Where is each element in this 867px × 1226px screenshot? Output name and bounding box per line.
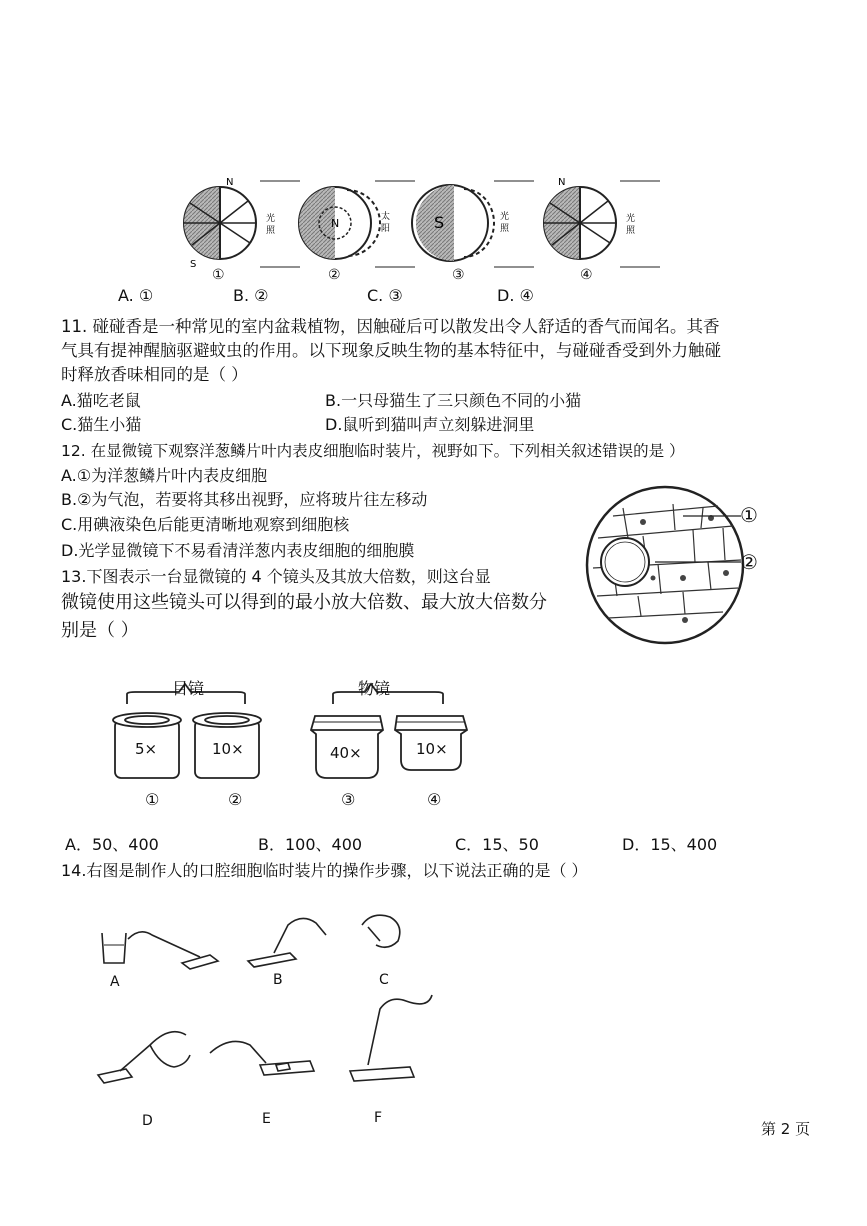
q12-label-2: ② bbox=[740, 550, 758, 574]
svg-text:照: 照 bbox=[266, 226, 276, 236]
step-label-c: C bbox=[379, 972, 389, 988]
onion-cells-view bbox=[583, 478, 758, 653]
lens-3-mag: 40× bbox=[330, 744, 362, 762]
q14-stem: 14.右图是制作人的口腔细胞临时装片的操作步骤，以下说法正确的是（ ） bbox=[61, 861, 588, 880]
q11-option-d[interactable]: D.鼠听到猫叫声立刻躲进洞里 bbox=[325, 415, 535, 434]
svg-text:N: N bbox=[331, 217, 340, 230]
q12-option-b[interactable]: B.②为气泡，若要将其移出视野，应将玻片往左移动 bbox=[61, 490, 428, 509]
q12-option-d[interactable]: D.光学显微镜下不易看清洋葱内表皮细胞的细胞膜 bbox=[61, 541, 415, 560]
svg-text:光: 光 bbox=[266, 214, 276, 224]
earth-diagram-3 bbox=[412, 181, 534, 267]
lens-2-mag: 10× bbox=[212, 740, 244, 758]
q12-microscope-field bbox=[583, 478, 758, 653]
q13-stem-line1: 13.下图表示一台显微镜的 4 个镜头及其放大倍数，则这台显 bbox=[61, 567, 491, 586]
step-label-e: E bbox=[262, 1111, 271, 1127]
q13-option-d[interactable]: D．15、400 bbox=[622, 835, 718, 854]
group-eyepiece-label: 目镜 bbox=[172, 679, 205, 698]
q13-option-a[interactable]: A．50、400 bbox=[65, 835, 159, 854]
earth-diagram-1 bbox=[184, 177, 300, 270]
earth-diagram-2 bbox=[299, 181, 415, 267]
step-label-a: A bbox=[110, 974, 120, 990]
q12-option-c[interactable]: C.用碘液染色后能更清晰地观察到细胞核 bbox=[61, 515, 350, 534]
svg-text:N: N bbox=[558, 177, 566, 188]
svg-text:光: 光 bbox=[500, 212, 510, 222]
svg-text:S: S bbox=[190, 259, 197, 270]
lens-1-mag: 5× bbox=[135, 740, 158, 758]
q11-option-b[interactable]: B.一只母猫生了三只颜色不同的小猫 bbox=[325, 391, 582, 410]
q13-stem-line3: 别是（ ） bbox=[61, 620, 139, 641]
svg-text:S: S bbox=[434, 213, 445, 232]
slide-prep-steps bbox=[90, 905, 450, 1105]
step-label-b: B bbox=[273, 972, 283, 988]
earth-diagram-4 bbox=[544, 177, 660, 267]
earth-label-1: ① bbox=[212, 266, 225, 282]
q11-stem-line2: 气具有提神醒脑驱避蚊虫的作用。以下现象反映生物的基本特征中，与碰碰香受到外力触碰 bbox=[61, 341, 721, 360]
q10-option-c[interactable]: C. ③ bbox=[367, 286, 403, 305]
group-objective-label: 物镜 bbox=[358, 679, 391, 698]
q14-steps-figure bbox=[90, 905, 450, 1105]
lens-2-num: ② bbox=[228, 790, 243, 809]
q10-option-b[interactable]: B. ② bbox=[233, 286, 269, 305]
svg-text:照: 照 bbox=[626, 226, 636, 236]
page-number: 第 2 页 bbox=[761, 1120, 811, 1138]
q13-stem-line2: 微镜使用这些镜头可以得到的最小放大倍数、最大放大倍数分 bbox=[61, 592, 547, 613]
q10-option-a[interactable]: A. ① bbox=[118, 286, 154, 305]
q13-option-c[interactable]: C．15、50 bbox=[455, 835, 539, 854]
q13-option-b[interactable]: B．100、400 bbox=[258, 835, 363, 854]
lens-4-mag: 10× bbox=[416, 740, 448, 758]
q11-option-a[interactable]: A.猫吃老鼠 bbox=[61, 391, 141, 410]
step-label-f: F bbox=[374, 1110, 383, 1126]
q12-option-a[interactable]: A.①为洋葱鳞片叶内表皮细胞 bbox=[61, 466, 268, 485]
q12-stem: 12. 在显微镜下观察洋葱鳞片叶内表皮细胞临时装片，视野如下。下列相关叙述错误的是 ） bbox=[61, 442, 685, 460]
svg-text:太: 太 bbox=[381, 212, 391, 222]
earth-label-2: ② bbox=[328, 266, 341, 282]
q12-label-1: ① bbox=[740, 503, 758, 527]
q11-stem-line1: 11. 碰碰香是一种常见的室内盆栽植物，因触碰后可以散发出令人舒适的香气而闻名。其香 bbox=[61, 317, 720, 336]
svg-text:光: 光 bbox=[626, 214, 636, 224]
earth-label-3: ③ bbox=[452, 266, 465, 282]
svg-text:N: N bbox=[226, 177, 234, 188]
lens-4-num: ④ bbox=[427, 790, 442, 809]
q11-stem-line3: 时释放香味相同的是（ ） bbox=[61, 365, 248, 384]
lens-3-num: ③ bbox=[341, 790, 356, 809]
lens-1-num: ① bbox=[145, 790, 160, 809]
earth-label-4: ④ bbox=[580, 266, 593, 282]
step-label-d: D bbox=[142, 1113, 153, 1129]
q11-option-c[interactable]: C.猫生小猫 bbox=[61, 415, 142, 434]
svg-text:阳: 阳 bbox=[381, 224, 391, 234]
q10-option-d[interactable]: D. ④ bbox=[497, 286, 534, 305]
svg-text:照: 照 bbox=[500, 224, 510, 234]
